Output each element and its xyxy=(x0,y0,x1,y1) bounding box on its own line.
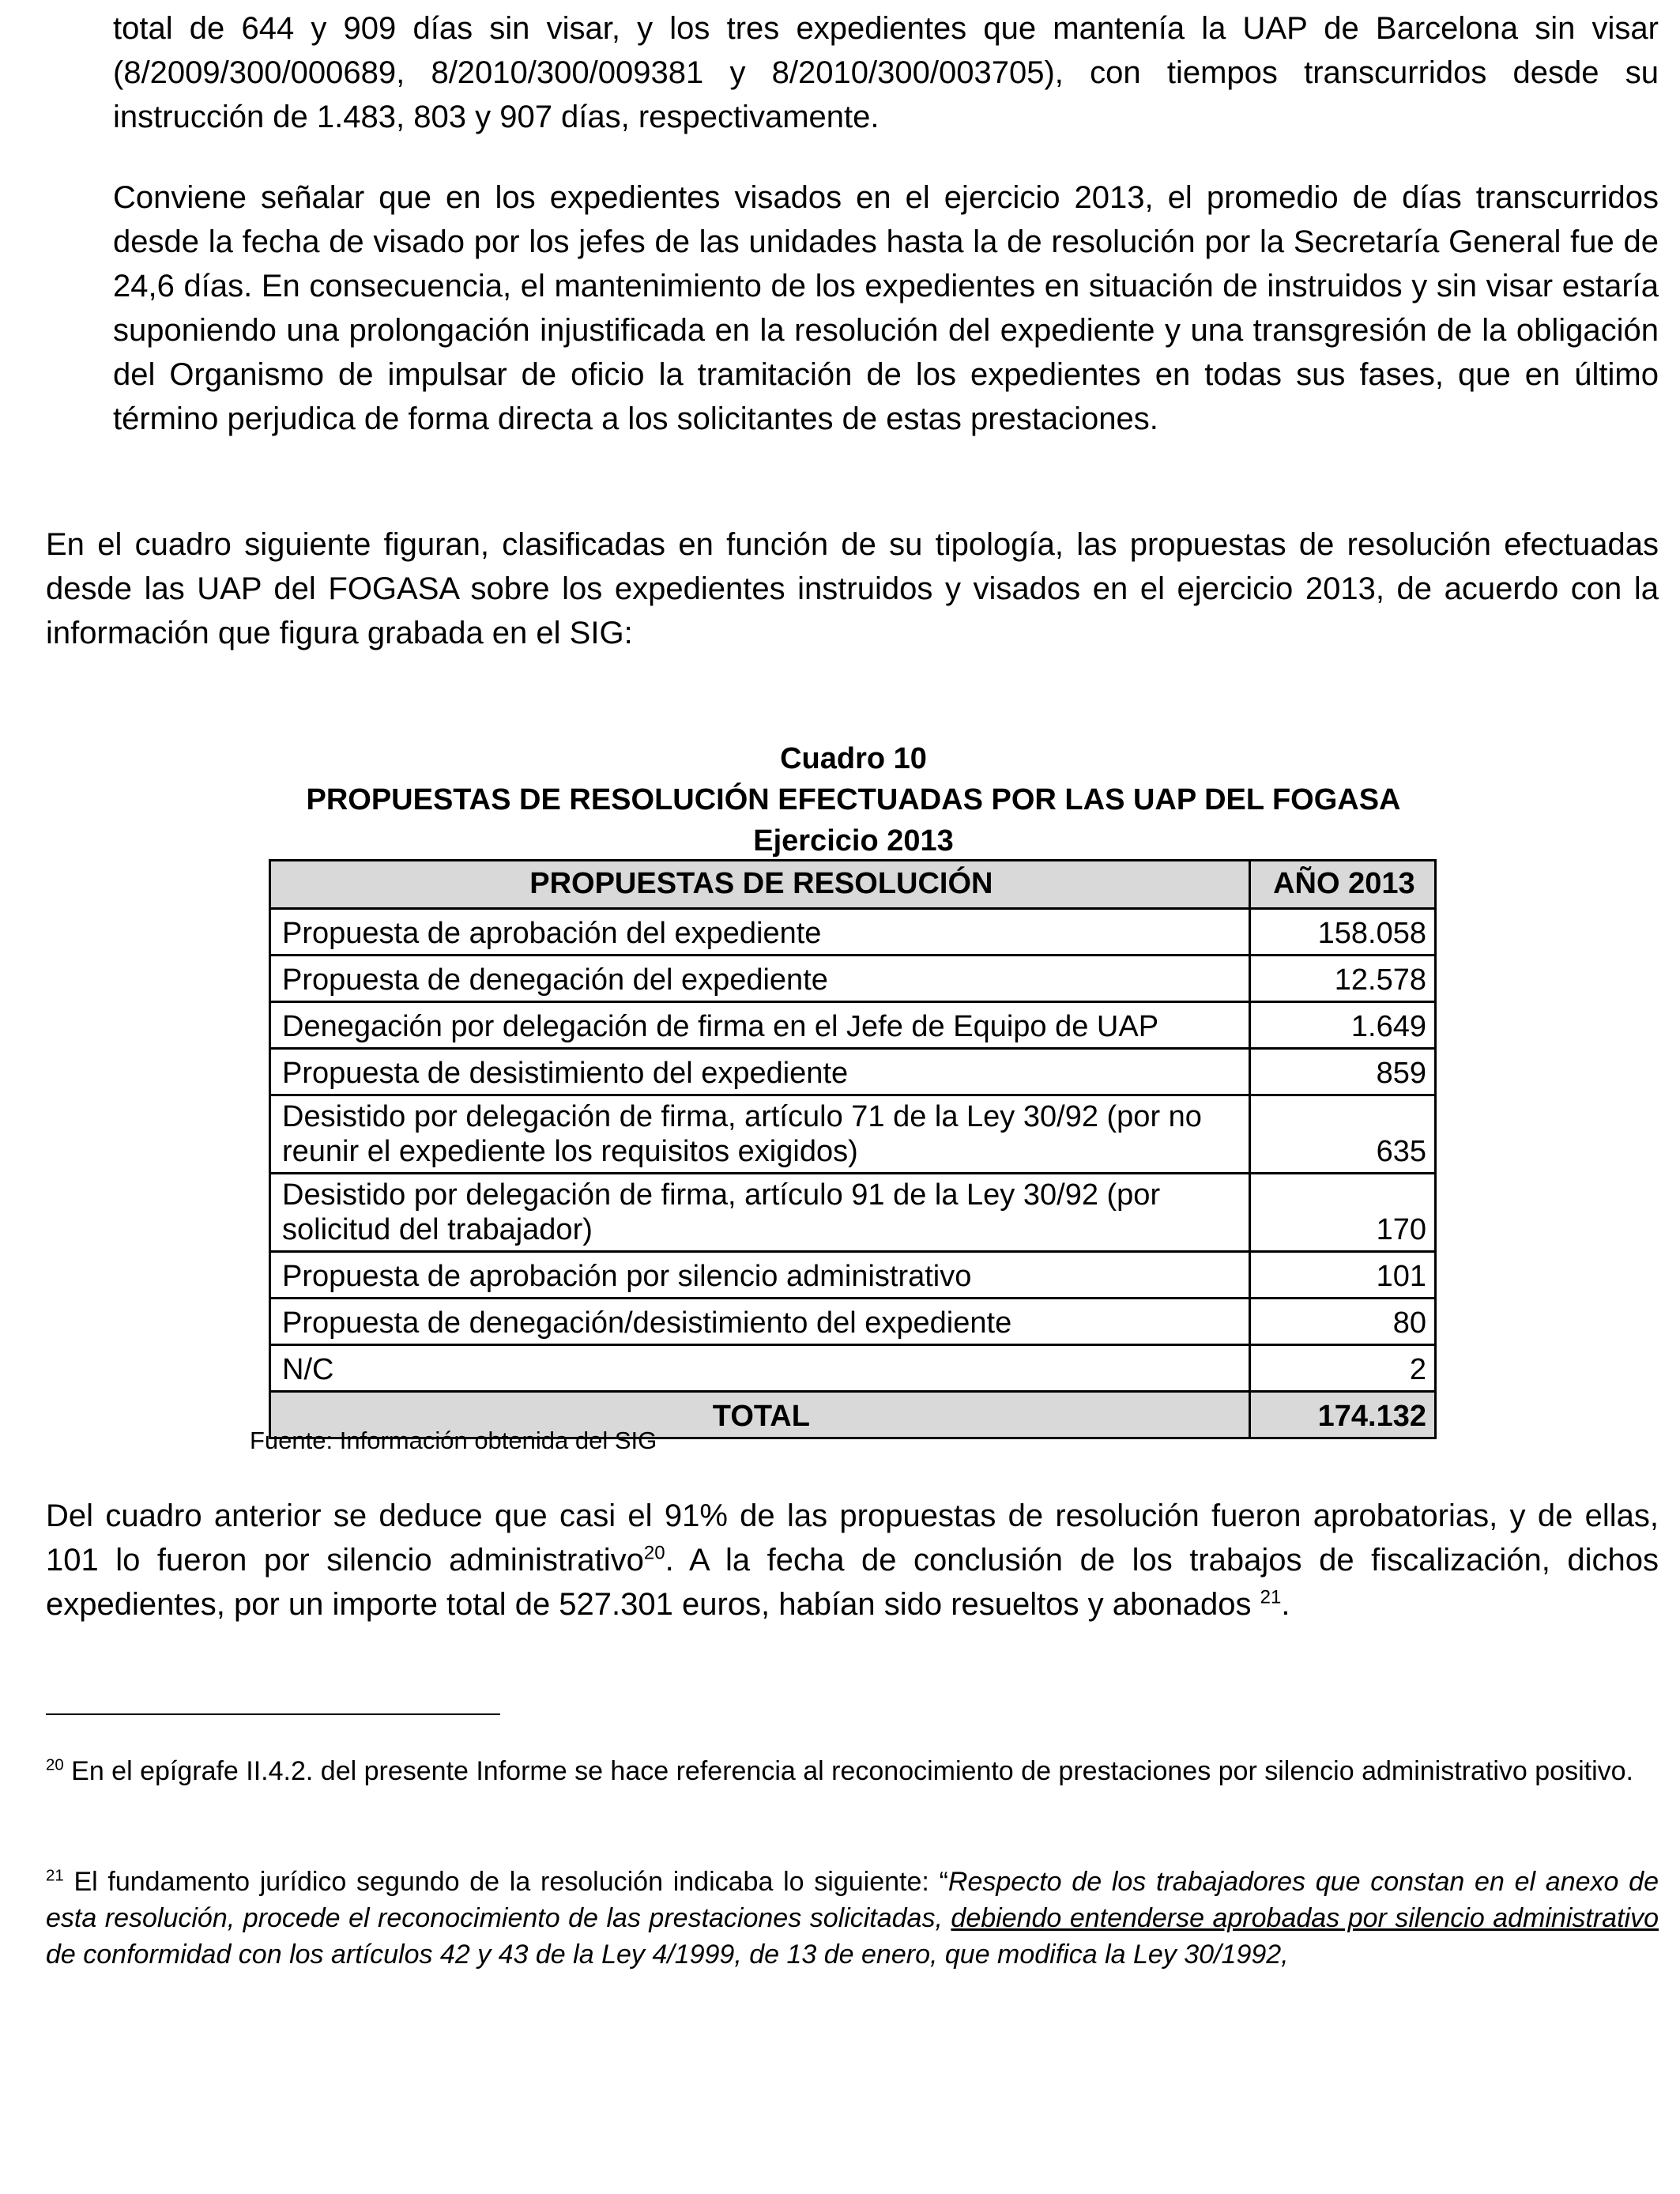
footnote-21-mark: 21 xyxy=(46,1867,64,1885)
row-label: Desistido por delegación de firma, artículo 71 de la Ley 30/92 (por no reunir el expediente los requisitos exigidos) xyxy=(270,1095,1250,1174)
total-value: 174.132 xyxy=(1249,1392,1435,1438)
footnote-21-quote-1: Respecto de los trabajadores que constan en el anexo de esta resolución, procede el reconocimiento de las prestaciones solicitadas, xyxy=(46,1867,1659,1933)
row-label: Denegación por delegación de firma en el Jefe de Equipo de UAP xyxy=(270,1002,1250,1049)
header-year: AÑO 2013 xyxy=(1249,861,1435,909)
table-caption-year: Ejercicio 2013 xyxy=(753,824,954,858)
row-label: Propuesta de aprobación del expediente xyxy=(270,909,1250,956)
total-label: TOTAL xyxy=(270,1392,1250,1438)
row-value: 158.058 xyxy=(1249,909,1435,956)
footnote-21-quote-2: de conformidad con los artículos 42 y 43 de la Ley 4/1999, de 13 de enero, que modifica la Ley 30/1992, xyxy=(46,1940,1289,1970)
footnote-21 xyxy=(46,1864,1659,1973)
table-row xyxy=(270,1174,1436,1252)
row-label: Desistido por delegación de firma, artículo 91 de la Ley 30/92 (por solicitud del trabajador) xyxy=(270,1174,1250,1252)
paragraph-4-text: Del cuadro anterior se deduce que casi el 91% de las propuestas de resolución fueron aprobatorias, y de ellas, 101 lo fueron por silencio administrativo xyxy=(46,1498,1659,1578)
table-row xyxy=(270,1049,1436,1095)
row-value: 1.649 xyxy=(1249,1002,1435,1049)
table-source: Fuente: Información obtenida del SIG xyxy=(250,1427,657,1454)
table-caption-number: Cuadro 10 xyxy=(780,742,927,775)
paragraph-4-mid: . A la fecha de conclusión de los trabajos de fiscalización, dichos expedientes, por un importe total de 527.301 euros, habían sido resueltos y abonados xyxy=(46,1543,1659,1622)
header-proposals: PROPUESTAS DE RESOLUCIÓN xyxy=(270,861,1250,909)
footnote-21-quote-underlined: debiendo entenderse aprobadas por silencio administrativo xyxy=(951,1903,1659,1933)
row-label: Propuesta de denegación/desistimiento del expediente xyxy=(270,1299,1250,1345)
paragraph-4 xyxy=(46,1494,1659,1627)
footnote-ref-21[interactable]: 21 xyxy=(1260,1586,1282,1608)
table-row xyxy=(270,1002,1436,1049)
footnote-21-intro: El fundamento jurídico segundo de la resolución indicaba lo siguiente: “ xyxy=(73,1867,948,1897)
table-row xyxy=(270,1299,1436,1345)
paragraph-4-end: . xyxy=(1281,1587,1290,1622)
row-value: 170 xyxy=(1249,1174,1435,1252)
row-label: Propuesta de aprobación por silencio administrativo xyxy=(270,1252,1250,1299)
paragraph-3: En el cuadro siguiente figuran, clasificadas en función de su tipología, las propuestas de resolución efectuadas desde las UAP del FOGASA sobre los expedientes instruidos y visados en el ejercicio 2013, de acuerdo con la información que figura grabada en el SIG: xyxy=(46,527,1659,650)
footnote-20 xyxy=(46,1753,1659,1789)
footnote-20-text: En el epígrafe II.4.2. del presente Informe se hace referencia al reconocimiento de prestaciones por silencio administrativo positivo. xyxy=(71,1756,1633,1786)
table-row xyxy=(270,1345,1436,1392)
footnote-20-mark: 20 xyxy=(46,1756,64,1774)
table-row xyxy=(270,1252,1436,1299)
row-value: 80 xyxy=(1249,1299,1435,1345)
footnote-ref-20[interactable]: 20 xyxy=(643,1542,665,1564)
row-label: Propuesta de desistimiento del expediente xyxy=(270,1049,1250,1095)
resolution-proposals-table xyxy=(269,859,1437,1439)
table-header-row xyxy=(270,861,1436,909)
row-value: 859 xyxy=(1249,1049,1435,1095)
row-value: 2 xyxy=(1249,1345,1435,1392)
table-caption-title: PROPUESTAS DE RESOLUCIÓN EFECTUADAS POR LAS UAP DEL FOGASA xyxy=(306,783,1401,816)
row-label: N/C xyxy=(270,1345,1250,1392)
row-value: 101 xyxy=(1249,1252,1435,1299)
table-row xyxy=(270,956,1436,1002)
footnote-separator xyxy=(46,1713,500,1715)
paragraph-1: total de 644 y 909 días sin visar, y los tres expedientes que mantenía la UAP de Barcelona sin visar (8/2009/300/000689, 8/2010/300/009381 y 8/2010/300/003705), con tiempos transcurridos desde su instrucción de 1.483, 803 y 907 días, respectivamente. xyxy=(113,11,1659,134)
row-value: 635 xyxy=(1249,1095,1435,1174)
paragraph-2: Conviene señalar que en los expedientes visados en el ejercicio 2013, el promedio de días transcurridos desde la fecha de visado por los jefes de las unidades hasta la de resolución por la Secretaría General fue de 24,6 días. En consecuencia, el mantenimiento de los expedientes en situación de instruidos y sin visar estaría suponiendo una prolongación injustificada en la resolución del expediente y una transgresión de la obligación del Organismo de impulsar de oficio la tramitación de los expedientes en todas sus fases, que en último término perjudica de forma directa a los solicitantes de estas prestaciones. xyxy=(113,180,1659,436)
row-label: Propuesta de denegación del expediente xyxy=(270,956,1250,1002)
table-row xyxy=(270,909,1436,956)
table-row xyxy=(270,1095,1436,1174)
row-value: 12.578 xyxy=(1249,956,1435,1002)
